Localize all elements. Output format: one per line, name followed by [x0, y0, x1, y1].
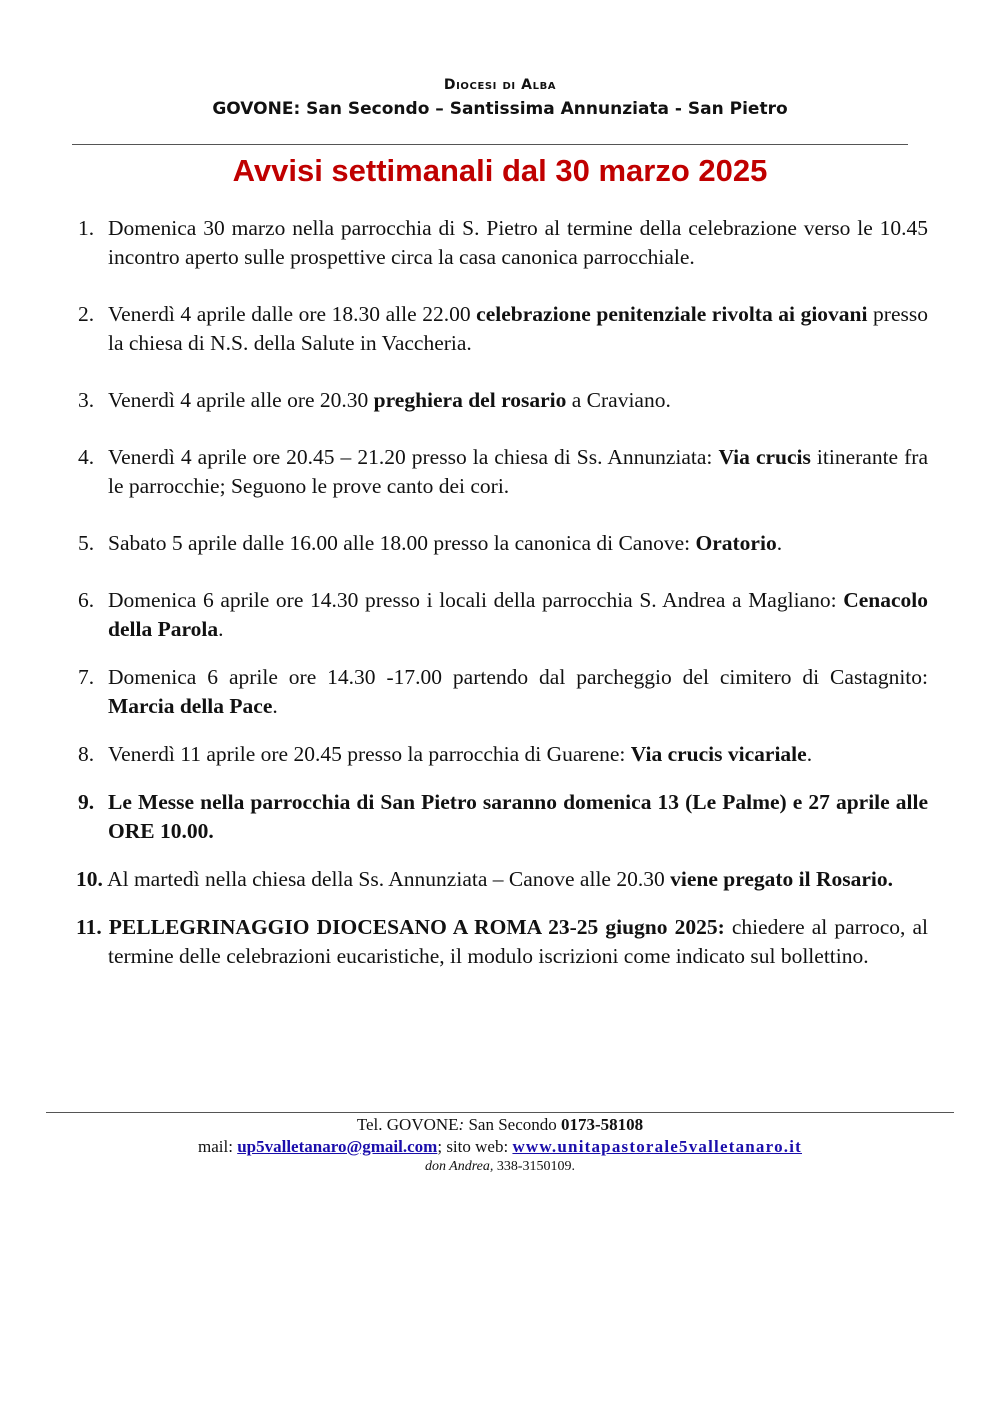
- notice-item-9: [72, 788, 928, 846]
- website-link[interactable]: www.unitapastorale5valletanaro.it: [512, 1137, 802, 1156]
- page-title: Avvisi settimanali dal 30 marzo 2025: [232, 153, 768, 188]
- phone-place: San Secondo: [464, 1115, 562, 1134]
- website-label: ; sito web:: [437, 1137, 513, 1156]
- notice-item-11: [72, 913, 928, 971]
- notice-item-7: [72, 663, 928, 721]
- notice-item-1: [72, 214, 928, 272]
- phone-colon: :: [458, 1115, 465, 1134]
- notice-number: 7.: [78, 665, 95, 689]
- notice-highlight: Via crucis: [718, 445, 811, 469]
- notice-highlight: Cenacolo della Parola: [108, 588, 928, 641]
- notice-item-3: [72, 386, 928, 415]
- parishes-line: GOVONE: San Secondo – Santissima Annunziata - San Pietro: [212, 99, 788, 119]
- notice-text: Le Messe nella parrocchia di San Pietro saranno domenica 13 (Le Palme) e 27 aprile alle ORE 10.00.: [108, 790, 928, 843]
- contact-person-line: [0, 1158, 1000, 1176]
- notice-text-end: itinerante fra le parrocchie; Seguono le prove canto dei cori.: [108, 445, 928, 498]
- notice-text: Venerdì 11 aprile ore 20.45 presso la parrocchia di Guarene:: [108, 742, 631, 766]
- mail-line: [0, 1136, 1000, 1158]
- header-divider: [72, 144, 908, 145]
- mail-label: mail:: [198, 1137, 238, 1156]
- notice-number: 4.: [78, 445, 95, 469]
- notice-number: 6.: [78, 588, 95, 612]
- notice-number: 5.: [78, 531, 95, 555]
- notice-number: 2.: [78, 302, 95, 326]
- notice-text-end: .: [776, 531, 783, 555]
- notice-number: 8.: [78, 742, 95, 766]
- notice-text: Domenica 30 marzo nella parrocchia di S. Pietro al termine della celebrazione verso le 10.45 incontro aperto sulle prospettive circa la casa canonica parrocchiale.: [108, 216, 928, 269]
- notice-highlight: preghiera del rosario: [373, 388, 567, 412]
- contact-footer: [0, 1114, 1000, 1176]
- notice-item-6: [72, 586, 928, 644]
- notice-text: Venerdì 4 aprile alle ore 20.30: [108, 388, 374, 412]
- notice-text-end: .: [218, 617, 224, 641]
- notice-highlight: viene pregato il Rosario.: [670, 867, 894, 891]
- notice-item-10: [72, 865, 928, 894]
- phone-label: Tel. GOVONE: [356, 1115, 459, 1134]
- notice-highlight: PELLEGRINAGGIO DIOCESANO A ROMA 23-25 giugno 2025:: [101, 915, 725, 939]
- notice-number: 10.: [76, 867, 103, 891]
- footer-divider: [46, 1112, 954, 1113]
- notice-item-8: [72, 740, 928, 769]
- notice-text: Domenica 6 aprile ore 14.30 -17.00 partendo dal parcheggio del cimitero di Castagnito:: [108, 665, 928, 689]
- notice-text: Al martedì nella chiesa della Ss. Annunziata – Canove alle 20.30: [102, 867, 671, 891]
- notice-text-end: .: [272, 694, 278, 718]
- notice-highlight: celebrazione penitenziale rivolta ai giovani: [476, 302, 868, 326]
- notice-text-end: .: [806, 742, 813, 766]
- notice-item-2: [72, 300, 928, 358]
- notice-text: Venerdì 4 aprile dalle ore 18.30 alle 22.00: [108, 302, 477, 326]
- document-header: [0, 74, 1000, 122]
- contact-name: don Andrea,: [424, 1159, 494, 1174]
- notice-text: Venerdì 4 aprile ore 20.45 – 21.20 presso la chiesa di Ss. Annunziata:: [108, 445, 719, 469]
- notice-text-end: a Craviano.: [566, 388, 671, 412]
- phone-line: [0, 1114, 1000, 1136]
- notice-highlight: Via crucis vicariale: [630, 742, 807, 766]
- notice-highlight: Oratorio: [695, 531, 777, 555]
- notice-highlight: Marcia della Pace: [108, 694, 273, 718]
- notice-item-4: [72, 443, 928, 501]
- notice-text: Sabato 5 aprile dalle 16.00 alle 18.00 presso la canonica di Canove:: [108, 531, 696, 555]
- notices-list: [72, 214, 928, 971]
- diocese-name: Diocesi di Alba: [443, 77, 557, 93]
- notice-text: Domenica 6 aprile ore 14.30 presso i locali della parrocchia S. Andrea a Magliano:: [108, 588, 844, 612]
- phone-number: 0173-58108: [561, 1115, 644, 1134]
- notice-number: 9.: [78, 790, 95, 814]
- notice-item-5: [72, 529, 928, 558]
- notice-text-end: chiedere al parroco, al termine delle celebrazioni eucaristiche, il modulo iscrizioni come indicato sul bollettino.: [108, 915, 928, 968]
- email-link[interactable]: up5valletanaro@gmail.com: [237, 1137, 438, 1156]
- notice-number: 11.: [76, 915, 102, 939]
- notice-text-end: presso la chiesa di N.S. della Salute in Vaccheria.: [108, 302, 928, 355]
- notice-number: 3.: [78, 388, 95, 412]
- notice-number: 1.: [78, 216, 95, 240]
- contact-phone: 338-3150109.: [493, 1159, 576, 1174]
